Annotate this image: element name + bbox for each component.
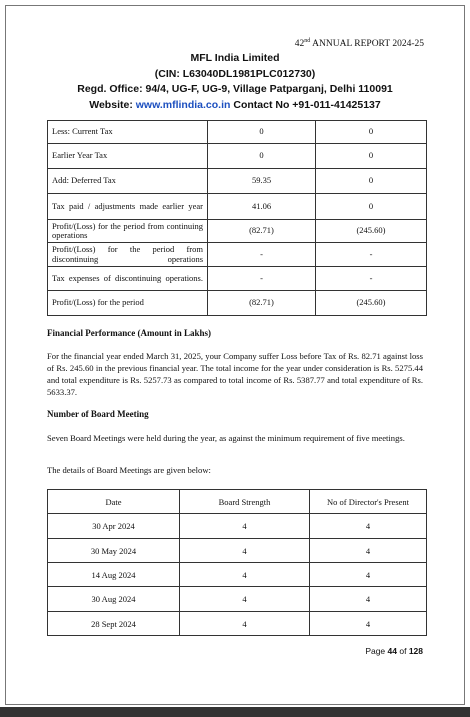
row-label: Profit/(Loss) for the period (48, 291, 208, 316)
row-label: Tax paid / adjustments made earlier year (48, 194, 208, 220)
table-row (48, 267, 427, 291)
financial-performance-heading: Financial Performance (Amount in Lakhs) (47, 328, 211, 338)
meeting-date: 30 May 2024 (48, 539, 180, 563)
directors-present: 4 (310, 539, 427, 563)
column-header-date: Date (48, 490, 180, 514)
company-name: MFL India Limited (190, 52, 280, 64)
current-year-value: 59.35 (208, 169, 316, 194)
table-row (48, 194, 427, 220)
row-label: Add: Deferred Tax (48, 169, 208, 194)
bottom-band (0, 707, 470, 717)
meeting-date: 30 Aug 2024 (48, 587, 180, 612)
table-row (48, 243, 427, 267)
previous-year-value: - (316, 267, 427, 291)
table-row (48, 291, 427, 316)
registered-office: Regd. Office: 94/4, UG-F, UG-9, Village Patparganj, Delhi 110091 (77, 83, 393, 95)
current-year-value: - (208, 243, 316, 267)
meeting-date: 14 Aug 2024 (48, 563, 180, 587)
current-year-value: 0 (208, 121, 316, 144)
previous-year-value: - (316, 243, 427, 267)
previous-year-value: (245.60) (316, 220, 427, 243)
current-year-value: (82.71) (208, 220, 316, 243)
row-label: Earlier Year Tax (48, 144, 208, 169)
table-row (48, 169, 427, 194)
board-strength: 4 (180, 612, 310, 636)
table-header-row (48, 490, 427, 514)
website-contact-line: Website: www.mflindia.co.in Contact No +91-011-41425137 (89, 98, 381, 111)
previous-year-value: 0 (316, 144, 427, 169)
previous-year-value: 0 (316, 194, 427, 220)
previous-year-value: 0 (316, 169, 427, 194)
board-meetings-table (47, 489, 427, 636)
column-header-board-strength: Board Strength (180, 490, 310, 514)
table-row (48, 220, 427, 243)
financial-performance-text: For the financial year ended March 31, 2025, your Company suffer Loss before Tax of Rs. 82.71 against loss of Rs. 245.60 in the previous financial year. The total income for the year under consideration is Rs. 5275.44 and total expenditure is Rs. 5257.73 as compared to total income of Rs. 5387.77 and total expenditure of Rs. 5633.37. (47, 351, 423, 397)
website-link[interactable]: www.mflindia.co.in (135, 98, 231, 111)
row-label: Tax expenses of discontinuing operations. (48, 267, 208, 291)
board-meeting-text: Seven Board Meetings were held during the year, as against the minimum requirement of five meetings. (47, 433, 405, 443)
board-strength: 4 (180, 563, 310, 587)
table-row (48, 563, 427, 587)
row-label: Less: Current Tax (48, 121, 208, 144)
board-strength: 4 (180, 587, 310, 612)
meeting-date: 28 Sept 2024 (48, 612, 180, 636)
current-year-value: - (208, 267, 316, 291)
table-row (48, 514, 427, 539)
current-year-value: 41.06 (208, 194, 316, 220)
row-label: Profit/(Loss) for the period from discontinuing operations (48, 243, 208, 267)
table-row (48, 587, 427, 612)
board-meeting-heading: Number of Board Meeting (47, 409, 149, 419)
company-cin: (CIN: L63040DL1981PLC012730) (154, 67, 316, 80)
meeting-date: 30 Apr 2024 (48, 514, 180, 539)
directors-present: 4 (310, 514, 427, 539)
directors-present: 4 (310, 612, 427, 636)
directors-present: 4 (310, 563, 427, 587)
directors-present: 4 (310, 587, 427, 612)
row-label: Profit/(Loss) for the period from continuing operations (48, 220, 208, 243)
table-row (48, 144, 427, 169)
page-number: Page 44 of 128 (365, 646, 423, 656)
previous-year-value: (245.60) (316, 291, 427, 316)
current-year-value: 0 (208, 144, 316, 169)
previous-year-value: 0 (316, 121, 427, 144)
current-year-value: (82.71) (208, 291, 316, 316)
company-header (0, 51, 470, 113)
table-row (48, 612, 427, 636)
table-row (48, 121, 427, 144)
board-meeting-intro: The details of Board Meetings are given below: (47, 465, 211, 475)
board-strength: 4 (180, 514, 310, 539)
tax-table (47, 120, 427, 316)
table-row (48, 539, 427, 563)
column-header-directors-present: No of Director's Present (310, 490, 427, 514)
board-strength: 4 (180, 539, 310, 563)
report-title: 42nd ANNUAL REPORT 2024-25 (294, 38, 424, 50)
